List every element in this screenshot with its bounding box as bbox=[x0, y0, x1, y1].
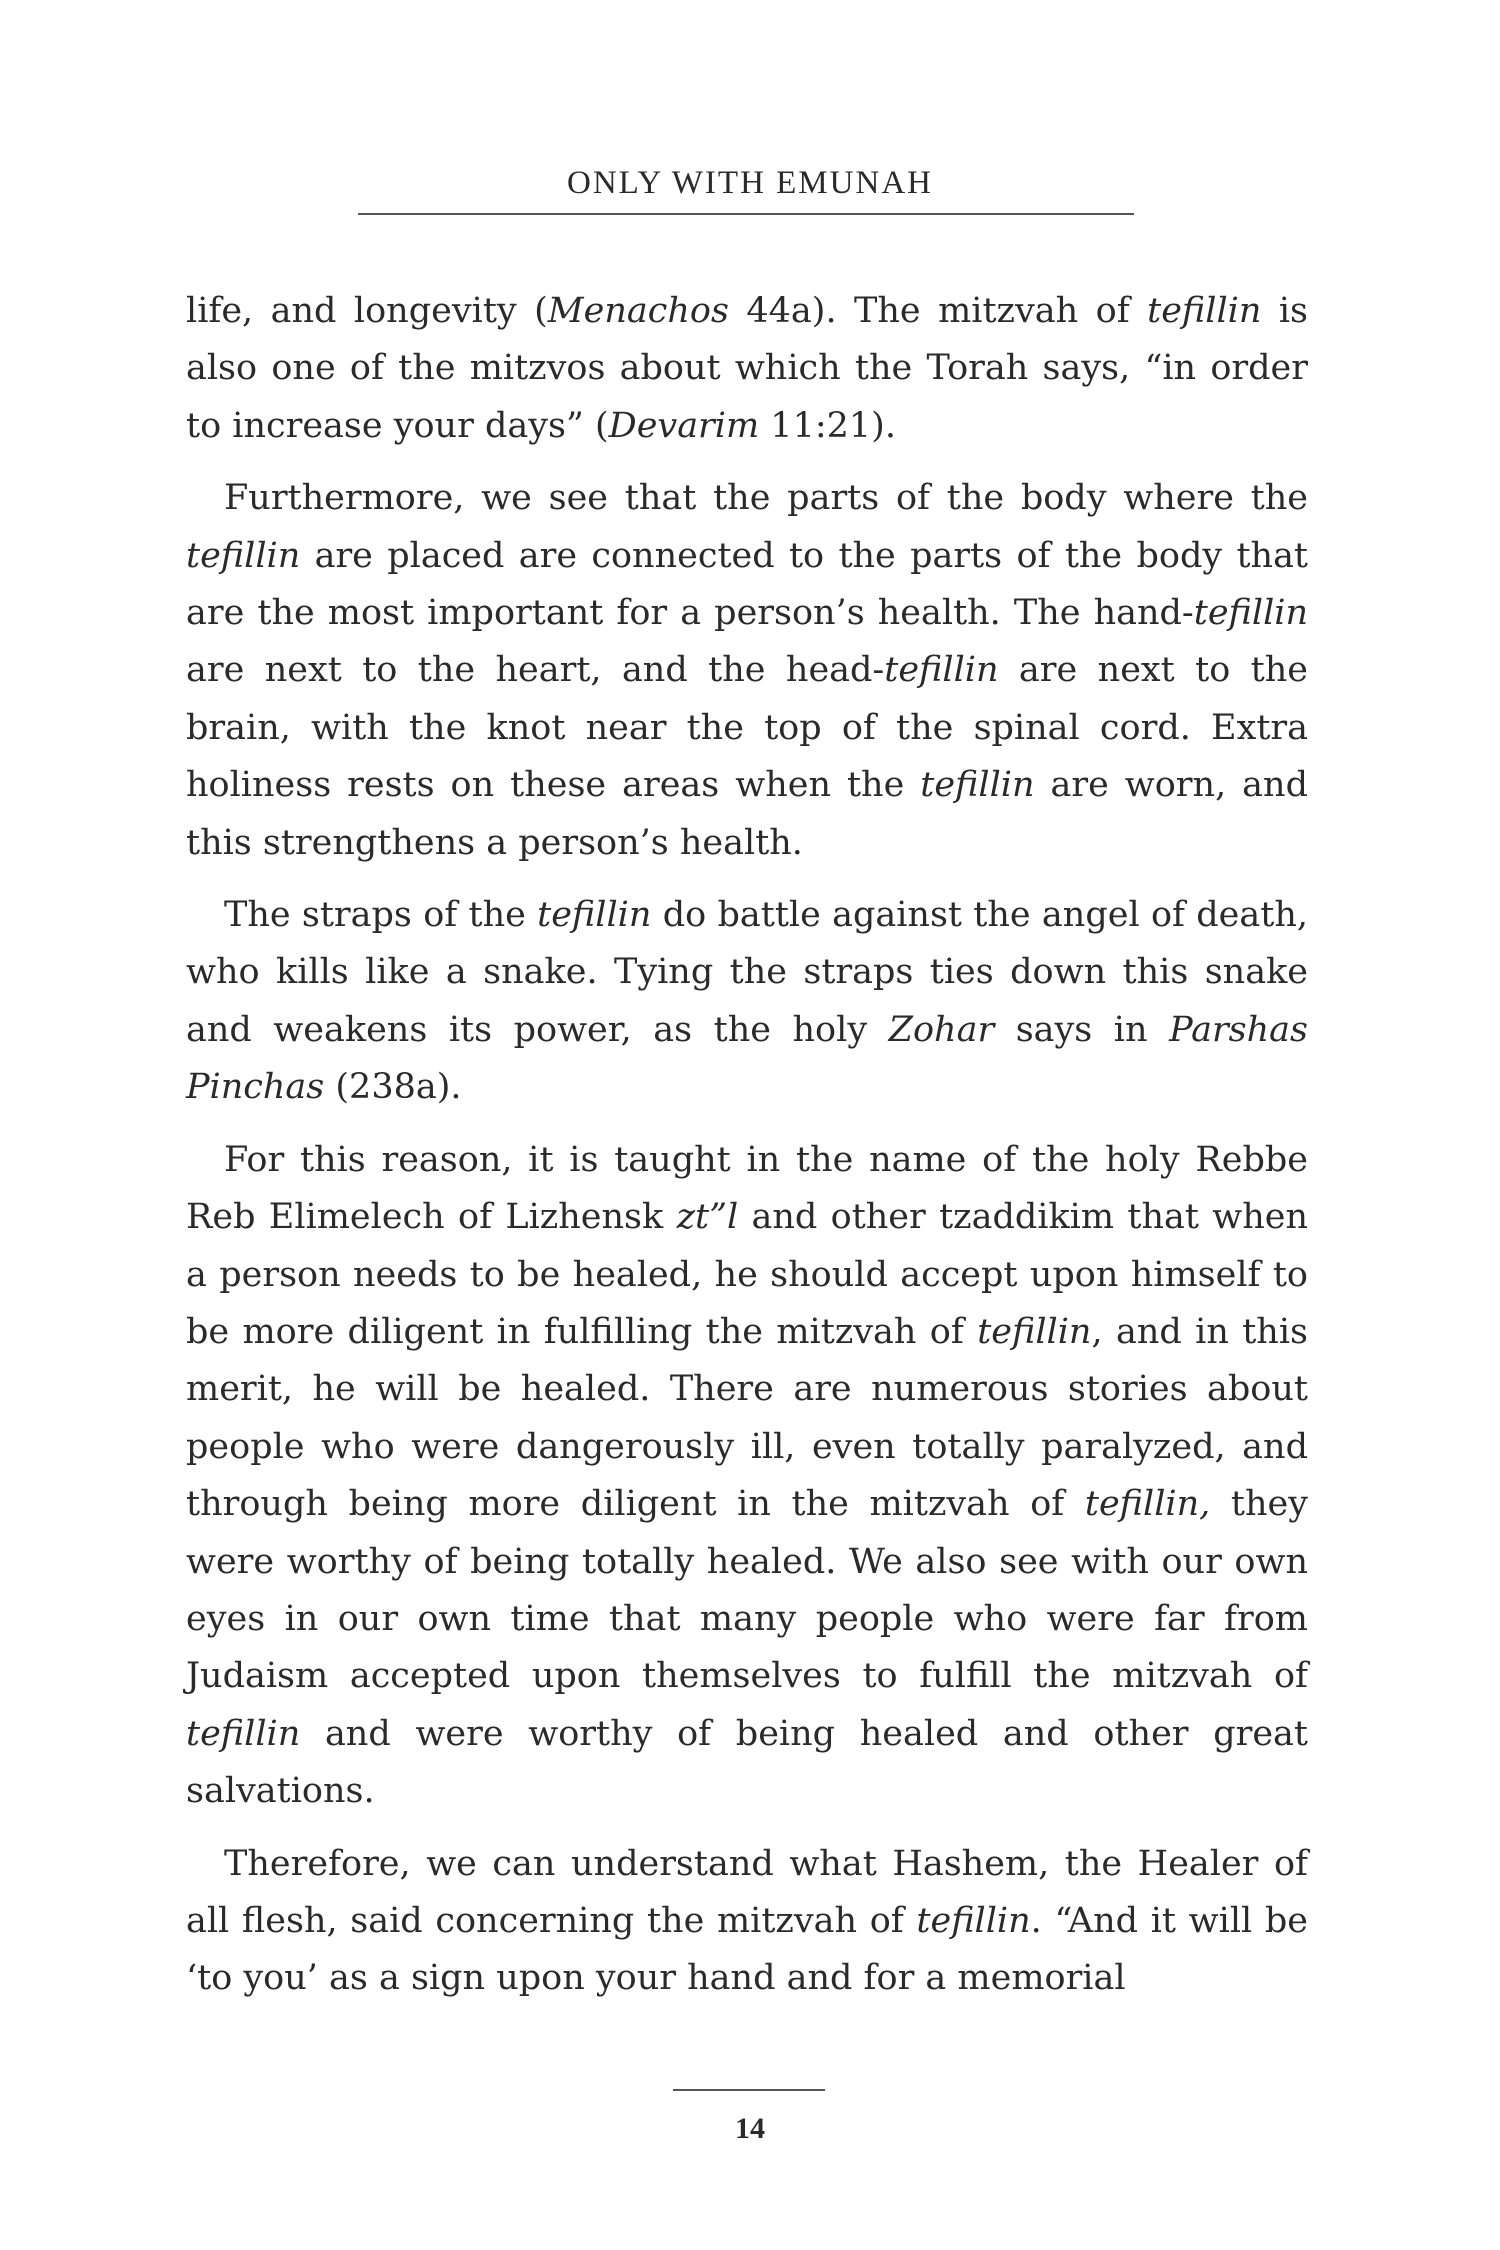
italic-run: Parshas Pinchas bbox=[186, 1009, 1308, 1108]
italic-run: Devarim bbox=[608, 405, 760, 446]
body-text bbox=[186, 283, 1308, 2023]
text-run: is also one of the mitzvos about which the Torah says, “in order to increase your days” ( bbox=[186, 291, 1308, 446]
text-run: 44a). The mitzvah of bbox=[728, 291, 1148, 331]
italic-run: tefillin bbox=[884, 650, 999, 691]
text-run: and were worthy of being healed and other great salvations. bbox=[186, 1713, 1308, 1812]
header-rule bbox=[358, 213, 1134, 215]
page-number: 14 bbox=[735, 2112, 765, 2145]
paragraph bbox=[186, 470, 1308, 872]
text-run: are next to the heart, and the head- bbox=[186, 650, 885, 691]
running-head-title: ONLY WITH EMUNAH bbox=[567, 165, 933, 201]
text-run: they were worthy of being totally healed. We also see with our own eyes in our own time that many people who were far from Judaism accepted upon themselves to fulfill the mitzvah of bbox=[186, 1484, 1308, 1697]
text-run: says in bbox=[994, 1009, 1170, 1050]
text-run: 11:21). bbox=[759, 405, 896, 446]
text-run: are placed are connected to the parts of the body that are the most important for a person’s health. The hand- bbox=[186, 535, 1308, 634]
text-run: do battle against the angel of death, who kills like a snake. Tying the straps ties down this snake and weakens its power, as the holy bbox=[186, 895, 1308, 1050]
paragraph bbox=[186, 1132, 1308, 1821]
italic-run: tefillin bbox=[1193, 593, 1308, 634]
text-run: , and in this merit, he will be healed. There are numerous stories about people who were dangerously ill, even totally paralyzed, and through being more diligent in the mitzvah of bbox=[186, 1311, 1308, 1525]
paragraph bbox=[186, 283, 1308, 455]
text-run: life, and longevity ( bbox=[186, 291, 548, 331]
italic-run: Menachos bbox=[547, 291, 729, 331]
text-run: Furthermore, we see that the parts of the body where the bbox=[224, 478, 1308, 519]
paragraph bbox=[186, 887, 1308, 1117]
italic-run: tefillin bbox=[186, 1713, 301, 1754]
italic-run: tefillin bbox=[920, 765, 1035, 806]
text-run: and other tzaddikim that when a person needs to be healed, he should accept upon himself to be more diligent in fulfilling the mitzvah of bbox=[186, 1197, 1309, 1352]
text-run: (238a). bbox=[324, 1067, 462, 1108]
italic-run: tefillin bbox=[1147, 291, 1262, 331]
footer-rule bbox=[673, 2089, 825, 2091]
italic-run: tefillin, bbox=[1084, 1484, 1211, 1525]
paragraph bbox=[186, 1836, 1308, 2008]
text-run: . “And it will be ‘to you’ as a sign upon your hand and for a memorial bbox=[186, 1900, 1308, 1999]
text-run: The straps of the bbox=[224, 895, 538, 936]
italic-run: zt”l bbox=[676, 1197, 739, 1238]
text-run: For this reason, it is taught in the name of the holy Rebbe Reb Elimelech of Lizhensk bbox=[186, 1139, 1308, 1238]
text-run: are next to the brain, with the knot near the top of the spinal cord. Extra holiness rests on these areas when the bbox=[186, 650, 1309, 806]
italic-run: tefillin bbox=[537, 895, 652, 936]
italic-run: Zohar bbox=[888, 1009, 995, 1050]
italic-run: tefillin bbox=[186, 535, 301, 576]
italic-run: tefillin bbox=[977, 1311, 1092, 1352]
italic-run: tefillin bbox=[916, 1900, 1031, 1941]
text-run: are worn, and this strengthens a person’s health. bbox=[186, 765, 1308, 863]
text-run: Therefore, we can understand what Hashem, the Healer of all flesh, said concerning the mitzvah of bbox=[186, 1843, 1308, 1941]
